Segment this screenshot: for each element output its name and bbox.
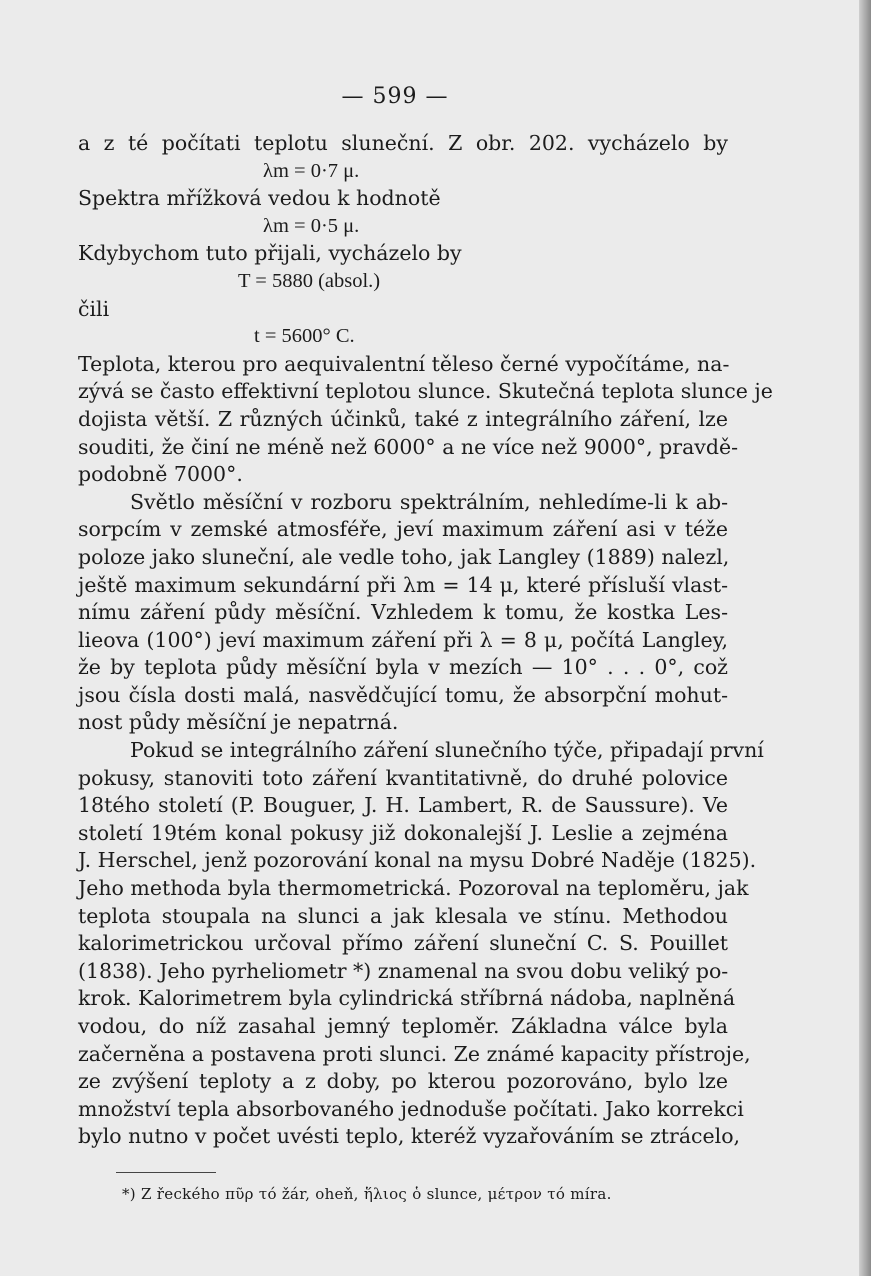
text-line: souditi, že činí ne méně než 6000° a ne více než 9000°, pravdě- (78, 434, 739, 459)
text-line: 18tého století (P. Bouguer, J. H. Lambert, R. de Saussure). Ve (78, 793, 728, 818)
text-line: zývá se často effektivní teplotou slunce. Skutečná teplota slunce je (78, 379, 773, 404)
formula-lambda-max-1: λm = 0·7 μ. (263, 159, 360, 182)
text-line: množství tepla absorbovaného jednoduše počítati. Jako korrekci (78, 1096, 744, 1121)
text-line: (1838). Jeho pyrheliometr *) znamenal na svou dobu veliký po- (78, 958, 729, 983)
text-line: století 19tém konal pokusy již dokonalejší J. Leslie a zejména (78, 820, 728, 845)
page-number: — 599 — (341, 84, 449, 109)
formula-temperature-celsius: t = 5600° C. (254, 325, 355, 348)
footnote: *) Z řeckého πῦρ τό žár, oheň, ἥλιος ὁ slunce, μέτρον τό míra. (122, 1185, 612, 1203)
formula-temperature-absolute: T = 5880 (absol.) (238, 269, 381, 292)
text-line: a z té počítati teplotu sluneční. Z obr. 202. vycházelo by (78, 131, 728, 155)
text-line: J. Herschel, jenž pozorování konal na mysu Dobré Naděje (1825). (78, 848, 757, 873)
text-line: pokusy, stanoviti toto záření kvantitativně, do druhé polovice (78, 765, 728, 790)
body-text (78, 130, 773, 1151)
text-line: Teplota, kterou pro aequivalentní těleso černé vypočítáme, na- (78, 351, 730, 376)
text-line: Jeho methoda byla thermometrická. Pozoroval na teploměru, jak (78, 876, 749, 901)
text-line: kalorimetrickou určoval přímo záření sluneční C. S. Pouillet (78, 931, 728, 956)
text-line: vodou, do níž zasahal jemný teploměr. Základna válce byla (78, 1014, 728, 1038)
text-line: jsou čísla dosti malá, nasvědčující tomu, že absorpční mohut- (78, 682, 728, 707)
page-edge-shadow (859, 0, 871, 1276)
text-line: nost půdy měsíční je nepatrná. (78, 710, 399, 735)
text-line: dojista větší. Z různých účinků, také z integrálního záření, lze (78, 406, 728, 431)
text-line: že by teplota půdy měsíční byla v mezích — 10° . . . 0°, což (78, 655, 728, 680)
text-line: lieova (100°) jeví maximum záření při λ = 8 μ, počítá Langley, (78, 627, 728, 652)
text-line: čili (78, 296, 110, 321)
text-line: ze zvýšení teploty a z doby, po kterou pozorováno, bylo lze (78, 1069, 728, 1094)
text-line: podobně 7000°. (78, 462, 243, 487)
paragraph-start: Pokud se integrálního záření slunečního týče, připadají první (130, 738, 764, 763)
text-line: ještě maximum sekundární při λm = 14 μ, které přísluší vlast- (78, 572, 728, 597)
text-line: sorpcím v zemské atmosféře, jeví maximum záření asi v téže (78, 517, 728, 542)
text-line: Kdybychom tuto přijali, vycházelo by (78, 241, 462, 266)
paragraph-start: Světlo měsíční v rozboru spektrálním, nehledíme-li k ab- (130, 489, 728, 514)
text-line: začerněna a postavena proti slunci. Ze známé kapacity přístroje, (78, 1041, 751, 1066)
footnote-divider (116, 1172, 216, 1173)
text-line: Spektra mřížková vedou k hodnotě (78, 186, 441, 211)
text-line: teplota stoupala na slunci a jak klesala ve stínu. Methodou (78, 903, 728, 928)
text-line: poloze jako sluneční, ale vedle toho, jak Langley (1889) nalezl, (78, 544, 730, 569)
text-line: krok. Kalorimetrem byla cylindrická stříbrná nádoba, naplněná (78, 986, 736, 1011)
formula-lambda-max-2: λm = 0·5 μ. (263, 214, 360, 237)
text-line: nímu záření půdy měsíční. Vzhledem k tomu, že kostka Les- (78, 600, 728, 625)
text-line: bylo nutno v počet uvésti teplo, kteréž vyzařováním se ztrácelo, (78, 1124, 741, 1149)
